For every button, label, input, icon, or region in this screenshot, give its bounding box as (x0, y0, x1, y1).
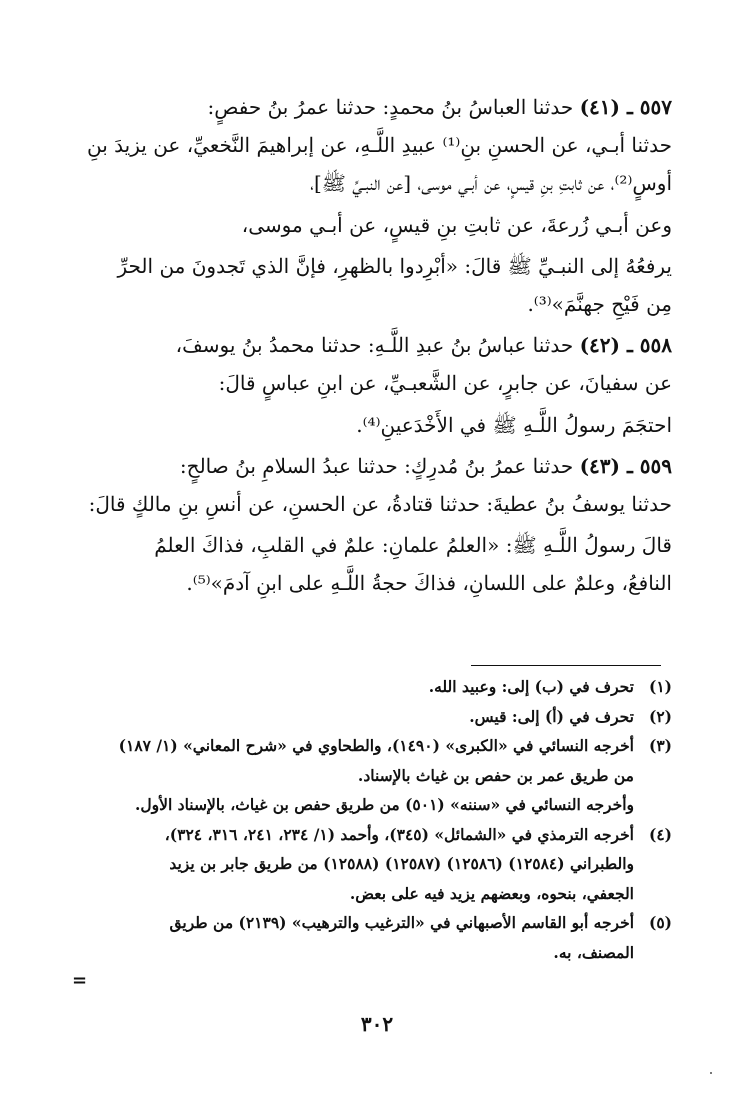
scan-speck (710, 1072, 712, 1074)
hadith-number: ٥٥٧ ـ (٤١) (579, 95, 672, 119)
footnote-mark: (٢) (648, 706, 672, 726)
hadith-text: حدثنا عباسُ بنُ عبدِ اللَّـهِ: حدثنا محمدُ بنُ يوسفَ، (175, 333, 574, 358)
footnote-separator (471, 665, 661, 666)
footnote-text: المصنف، به. (553, 942, 634, 962)
hadith-text: حدثنا العباسُ بنُ محمدٍ: حدثنا عمرُ بنُ حفصٍ: (207, 95, 574, 119)
footnote-text: أخرجه أبو القاسم الأصبهاني في «الترغيب والترهيب» (٢١٣٩) من طريق (169, 913, 634, 932)
footnote-text: تحرف في (أ) إلى: قيس. (469, 706, 634, 726)
footnote-4 (84, 820, 672, 909)
footnote-3 (84, 731, 672, 820)
footnote-text: وأخرجه النسائي في «سننه» (٥٠١) من طريق حفص بن غياث، بالإسناد الأول. (135, 795, 634, 814)
footnote-mark: (٣) (648, 736, 672, 755)
footnote-5 (84, 908, 672, 967)
hadith-text: حدثنا أبـي، عن الحسنِ بنِ⁽¹⁾ عبيدِ اللَّـهِ، عن إبراهيمَ النَّخعيِّ، عن يزيدَ بنِ (87, 133, 672, 158)
footnote-1 (84, 672, 672, 702)
hadith-text: عن سفيانَ، عن جابرٍ، عن الشَّعبـيِّ، عن ابنِ عباسٍ قالَ: (218, 371, 672, 396)
footnotes (84, 672, 672, 967)
footnote-text: من طريق عمر بن حفص بن غياث بالإسناد. (357, 765, 634, 785)
footnote-mark: (٤) (648, 824, 672, 844)
hadith-text: حدثنا عمرُ بنُ مُدرِكٍ: حدثنا عبدُ السلامِ بنُ صالحٍ: (179, 453, 574, 478)
page-number: ٣٠٢ (360, 1012, 394, 1036)
footnote-mark: (١) (648, 677, 672, 696)
hadith-number: ٥٥٨ ـ (٤٢) (579, 333, 672, 358)
footnote-mark: (٥) (648, 913, 672, 932)
hadith-text: مِن فَيْحِ جهنَّمَ»⁽³⁾. (527, 292, 672, 317)
hadith-text: احتجَمَ رسولُ اللَّـهِ ﷺ في الأَخْدَعينِ⁽⁴⁾. (356, 412, 672, 437)
main-text (78, 88, 672, 603)
hadith-text: يرفعُهُ إلى النبـيِّ ﷺ قالَ: «أبْرِدوا بالظهرِ، فإنَّ الذي تَجدونَ من الحرِّ (117, 253, 672, 278)
footnote-text: تحرف في (ب) إلى: وعبيد الله. (428, 677, 634, 696)
hadith-text: وعن أبـي زُرعةَ، عن ثابتِ بنِ قيسٍ، عن أبـي موسى، (241, 212, 672, 237)
hadith-558-line-1 (78, 326, 672, 364)
hadith-text: حدثنا يوسفُ بنُ عطيةَ: حدثنا قتادةُ، عن الحسنِ، عن أنسِ بنِ مالكٍ قالَ: (88, 492, 672, 517)
hadith-text: النافعُ، وعلمٌ على اللسانِ، فذاكَ حجةُ اللَّـهِ على ابنِ آدمَ»⁽⁵⁾. (186, 571, 672, 596)
hadith-text: قالَ رسولُ اللَّـهِ ﷺ: «العلمُ علمانِ: علمٌ في القلبِ، فذاكَ العلمُ (154, 533, 672, 558)
footnote-text: أخرجه النسائي في «الكبرى» (١٤٩٠)، والطحاوي في «شرح المعاني» (١/ ١٨٧) (118, 736, 634, 755)
hadith-number: ٥٥٩ ـ (٤٣) (579, 453, 672, 478)
hadith-557-line-1 (78, 88, 672, 126)
footnote-text: أخرجه الترمذي في «الشمائل» (٣٤٥)، وأحمد (١/ ٢٣٤، ٢٤١، ٣١٦، ٣٢٤)، (164, 824, 634, 844)
hadith-559-line-1 (78, 447, 672, 485)
footnote-text: والطبراني (١٢٥٨٤) (١٢٥٨٦) (١٢٥٨٧) (١٢٥٨٨) من طريق جابر بن يزيد (169, 854, 634, 873)
footnote-2 (84, 702, 672, 732)
continuation-mark: = (72, 970, 88, 991)
footnote-text: الجعفي، بنحوه، وبعضهم يزيد فيه على بعض. (349, 883, 634, 903)
hadith-text: أوسٍ⁽²⁾، عن ثابتِ بنِ قيسٍ، عن أبـي موسى، [عن النبـيِّ ﷺ]، (310, 171, 672, 196)
